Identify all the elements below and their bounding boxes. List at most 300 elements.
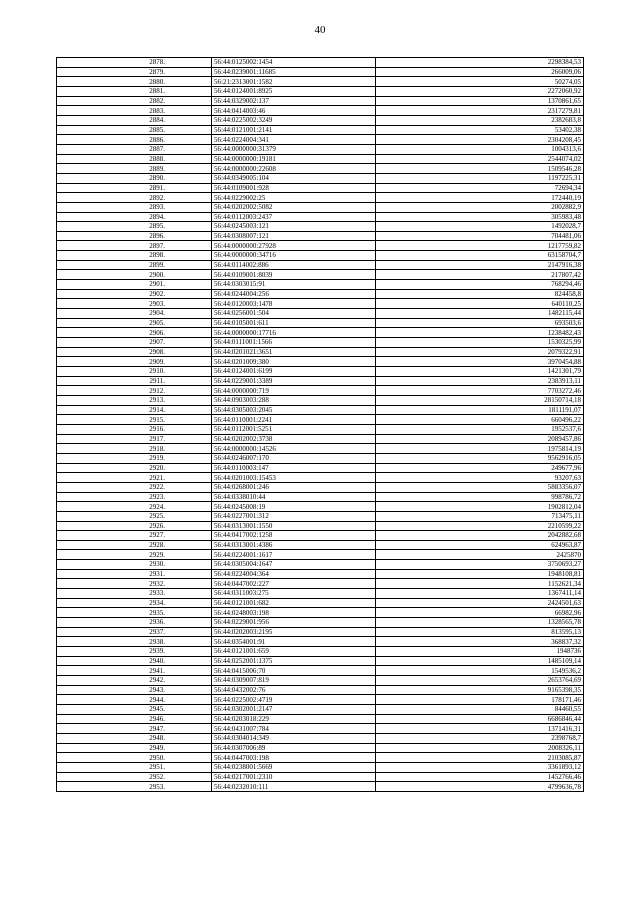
table-row — [57, 502, 584, 512]
table-row — [57, 328, 584, 338]
cadastral-value-cell: 63158704,7 — [376, 251, 584, 261]
cadastral-number-cell: 56:44:0417002:1258 — [212, 531, 376, 541]
cadastral-number-cell: 56:44:0303015:91 — [212, 280, 376, 290]
row-number-cell: 2881. — [57, 86, 212, 96]
row-number-cell: 2952. — [57, 772, 212, 782]
cadastral-number-cell: 56:44:0201003:15453 — [212, 473, 376, 483]
row-number-cell: 2940. — [57, 656, 212, 666]
cadastral-number-cell: 56:44:0000000:34716 — [212, 251, 376, 261]
row-number-cell: 2897. — [57, 241, 212, 251]
table-row — [57, 357, 584, 367]
table-row — [57, 550, 584, 560]
cadastral-number-cell: 56:44:0227001:312 — [212, 511, 376, 521]
table-row — [57, 164, 584, 174]
table-row — [57, 569, 584, 579]
row-number-cell: 2921. — [57, 473, 212, 483]
row-number-cell: 2937. — [57, 627, 212, 637]
row-number-cell: 2927. — [57, 531, 212, 541]
row-number-cell: 2914. — [57, 405, 212, 415]
row-number-cell: 2950. — [57, 753, 212, 763]
row-number-cell: 2938. — [57, 637, 212, 647]
row-number-cell: 2890. — [57, 173, 212, 183]
cadastral-value-cell: 2317279,81 — [376, 106, 584, 116]
cadastral-number-cell: 56:44:0447002:227 — [212, 579, 376, 589]
cadastral-number-cell: 56:44:0252001:1375 — [212, 656, 376, 666]
table-row — [57, 280, 584, 290]
row-number-cell: 2918. — [57, 444, 212, 454]
row-number-cell: 2920. — [57, 463, 212, 473]
row-number-cell: 2889. — [57, 164, 212, 174]
row-number-cell: 2928. — [57, 540, 212, 550]
table-row — [57, 424, 584, 434]
cadastral-value-cell: 2002882,9 — [376, 202, 584, 212]
row-number-cell: 2934. — [57, 598, 212, 608]
table-row — [57, 367, 584, 377]
cadastral-number-cell: 56:44:0201009:380 — [212, 357, 376, 367]
row-number-cell: 2913. — [57, 395, 212, 405]
cadastral-value-cell: 2653764,69 — [376, 676, 584, 686]
row-number-cell: 2951. — [57, 762, 212, 772]
cadastral-value-cell: 4799636,78 — [376, 782, 584, 792]
cadastral-value-cell: 93207,63 — [376, 473, 584, 483]
cadastral-number-cell: 56:44:0313001:1550 — [212, 521, 376, 531]
table-row — [57, 627, 584, 637]
row-number-cell: 2944. — [57, 695, 212, 705]
table-row — [57, 309, 584, 319]
table-row — [57, 231, 584, 241]
row-number-cell: 2919. — [57, 453, 212, 463]
row-number-cell: 2903. — [57, 299, 212, 309]
row-number-cell: 2884. — [57, 115, 212, 125]
table-row — [57, 743, 584, 753]
cadastral-number-cell: 56:44:0225002:3249 — [212, 115, 376, 125]
cadastral-value-cell: 1452766,46 — [376, 772, 584, 782]
cadastral-number-cell: 56:44:0121001:682 — [212, 598, 376, 608]
cadastral-number-cell: 56:44:0000000:17716 — [212, 328, 376, 338]
cadastral-value-cell: 2544074,02 — [376, 154, 584, 164]
cadastral-value-cell: 66982,96 — [376, 608, 584, 618]
cadastral-value-cell: 713475,11 — [376, 511, 584, 521]
cadastral-value-cell: 2383913,11 — [376, 376, 584, 386]
cadastral-value-cell: 28150714,18 — [376, 395, 584, 405]
cadastral-number-cell: 56:44:0239001:11685 — [212, 67, 376, 77]
cadastral-number-cell: 56:44:0217001:2310 — [212, 772, 376, 782]
cadastral-value-cell: 1421301,79 — [376, 367, 584, 377]
row-number-cell: 2905. — [57, 318, 212, 328]
row-number-cell: 2942. — [57, 676, 212, 686]
row-number-cell: 2910. — [57, 367, 212, 377]
table-row — [57, 395, 584, 405]
cadastral-number-cell: 56:44:0268001:246 — [212, 482, 376, 492]
cadastral-number-cell: 56:44:0112001:5251 — [212, 424, 376, 434]
row-number-cell: 2933. — [57, 589, 212, 599]
table-row — [57, 86, 584, 96]
cadastral-value-cell: 1549536,2 — [376, 666, 584, 676]
row-number-cell: 2879. — [57, 67, 212, 77]
table-row — [57, 666, 584, 676]
cadastral-value-cell: 640110,25 — [376, 299, 584, 309]
table-row — [57, 704, 584, 714]
cadastral-value-cell: 53402,38 — [376, 125, 584, 135]
cadastral-value-cell: 84460,55 — [376, 704, 584, 714]
cadastral-number-cell: 56:44:0245008:19 — [212, 502, 376, 512]
cadastral-number-cell: 56:44:0311003:275 — [212, 589, 376, 599]
row-number-cell: 2917. — [57, 434, 212, 444]
cadastral-value-cell: 1948108,81 — [376, 569, 584, 579]
table-row — [57, 511, 584, 521]
table-row — [57, 463, 584, 473]
cadastral-value-cell: 2304208,45 — [376, 135, 584, 145]
cadastral-number-cell: 56:44:0105001:611 — [212, 318, 376, 328]
table-row — [57, 67, 584, 77]
cadastral-value-cell: 2147916,38 — [376, 260, 584, 270]
table-body — [57, 58, 584, 792]
cadastral-number-cell: 56:44:0110001:2241 — [212, 415, 376, 425]
cadastral-number-cell: 56:44:0224004:341 — [212, 135, 376, 145]
row-number-cell: 2924. — [57, 502, 212, 512]
cadastral-number-cell: 56:44:0329002:137 — [212, 96, 376, 106]
cadastral-number-cell: 56:44:0124001:6199 — [212, 367, 376, 377]
row-number-cell: 2915. — [57, 415, 212, 425]
cadastral-number-cell: 56:44:0338010:44 — [212, 492, 376, 502]
cadastral-value-table — [56, 57, 584, 792]
cadastral-number-cell: 56:44:0229001:3389 — [212, 376, 376, 386]
cadastral-number-cell: 56:44:0244004:256 — [212, 289, 376, 299]
table-row — [57, 724, 584, 734]
cadastral-value-cell: 6686846,44 — [376, 714, 584, 724]
row-number-cell: 2900. — [57, 270, 212, 280]
cadastral-value-cell: 9165398,35 — [376, 685, 584, 695]
row-number-cell: 2896. — [57, 231, 212, 241]
cadastral-number-cell: 56:44:0120003:1478 — [212, 299, 376, 309]
cadastral-value-cell: 813595,13 — [376, 627, 584, 637]
table-row — [57, 338, 584, 348]
cadastral-number-cell: 56:44:0203018:229 — [212, 714, 376, 724]
table-row — [57, 77, 584, 87]
cadastral-number-cell: 56:44:0256001:504 — [212, 309, 376, 319]
cadastral-number-cell: 56:44:0349005:104 — [212, 173, 376, 183]
cadastral-number-cell: 56:44:0121001:659 — [212, 647, 376, 657]
row-number-cell: 2943. — [57, 685, 212, 695]
cadastral-value-cell: 1367411,14 — [376, 589, 584, 599]
row-number-cell: 2936. — [57, 618, 212, 628]
cadastral-value-cell: 1485109,14 — [376, 656, 584, 666]
cadastral-number-cell: 56:44:0313001:4386 — [212, 540, 376, 550]
table-row — [57, 618, 584, 628]
cadastral-value-cell: 1217759,82 — [376, 241, 584, 251]
cadastral-value-cell: 2424501,63 — [376, 598, 584, 608]
table-row — [57, 482, 584, 492]
cadastral-value-cell: 1482115,44 — [376, 309, 584, 319]
cadastral-value-cell: 1370861,65 — [376, 96, 584, 106]
table-row — [57, 589, 584, 599]
row-number-cell: 2947. — [57, 724, 212, 734]
cadastral-value-cell: 998786,72 — [376, 492, 584, 502]
cadastral-value-cell: 5883356,07 — [376, 482, 584, 492]
cadastral-value-cell: 1492028,7 — [376, 222, 584, 232]
cadastral-number-cell: 56:44:0229002:25 — [212, 193, 376, 203]
row-number-cell: 2899. — [57, 260, 212, 270]
cadastral-number-cell: 56:44:0232010:111 — [212, 782, 376, 792]
row-number-cell: 2908. — [57, 347, 212, 357]
row-number-cell: 2888. — [57, 154, 212, 164]
row-number-cell: 2929. — [57, 550, 212, 560]
cadastral-number-cell: 56:44:0354001:91 — [212, 637, 376, 647]
table-row — [57, 647, 584, 657]
table-row — [57, 782, 584, 792]
cadastral-value-cell: 824458,8 — [376, 289, 584, 299]
cadastral-value-cell: 1948736 — [376, 647, 584, 657]
cadastral-value-cell: 3970454,88 — [376, 357, 584, 367]
cadastral-value-cell: 2089457,86 — [376, 434, 584, 444]
row-number-cell: 2887. — [57, 144, 212, 154]
cadastral-number-cell: 56:44:0432002:76 — [212, 685, 376, 695]
cadastral-number-cell: 56:44:0229001:956 — [212, 618, 376, 628]
cadastral-value-cell: 172440,19 — [376, 193, 584, 203]
table-row — [57, 183, 584, 193]
row-number-cell: 2898. — [57, 251, 212, 261]
table-row — [57, 347, 584, 357]
table-row — [57, 676, 584, 686]
table-row — [57, 733, 584, 743]
cadastral-value-cell: 9562916,05 — [376, 453, 584, 463]
table-row — [57, 560, 584, 570]
table-row — [57, 714, 584, 724]
cadastral-value-cell: 2298384,53 — [376, 58, 584, 68]
cadastral-number-cell: 56:44:0308007:121 — [212, 231, 376, 241]
row-number-cell: 2912. — [57, 386, 212, 396]
row-number-cell: 2880. — [57, 77, 212, 87]
table-row — [57, 289, 584, 299]
cadastral-number-cell: 56:44:0114002:886 — [212, 260, 376, 270]
table-row — [57, 222, 584, 232]
table-row — [57, 521, 584, 531]
row-number-cell: 2893. — [57, 202, 212, 212]
table-row — [57, 144, 584, 154]
row-number-cell: 2892. — [57, 193, 212, 203]
cadastral-value-cell: 1530325,99 — [376, 338, 584, 348]
cadastral-number-cell: 56:44:0000000:719 — [212, 386, 376, 396]
table-row — [57, 637, 584, 647]
table-row — [57, 598, 584, 608]
row-number-cell: 2949. — [57, 743, 212, 753]
cadastral-number-cell: 56:21:2313001:1582 — [212, 77, 376, 87]
cadastral-value-cell: 305983,48 — [376, 212, 584, 222]
table-row — [57, 434, 584, 444]
cadastral-value-cell: 2079322,91 — [376, 347, 584, 357]
row-number-cell: 2948. — [57, 733, 212, 743]
cadastral-number-cell: 56:44:0246007:170 — [212, 453, 376, 463]
row-number-cell: 2935. — [57, 608, 212, 618]
row-number-cell: 2926. — [57, 521, 212, 531]
cadastral-value-cell: 1371416,31 — [376, 724, 584, 734]
table-row — [57, 695, 584, 705]
cadastral-value-cell: 2382683,8 — [376, 115, 584, 125]
cadastral-value-cell: 7703272,46 — [376, 386, 584, 396]
cadastral-value-cell: 50274,05 — [376, 77, 584, 87]
row-number-cell: 2891. — [57, 183, 212, 193]
table-row — [57, 125, 584, 135]
cadastral-number-cell: 56:44:0302001:2147 — [212, 704, 376, 714]
row-number-cell: 2931. — [57, 569, 212, 579]
table-row — [57, 115, 584, 125]
cadastral-value-cell: 704481,06 — [376, 231, 584, 241]
cadastral-value-cell: 2008326,11 — [376, 743, 584, 753]
table-row — [57, 444, 584, 454]
row-number-cell: 2941. — [57, 666, 212, 676]
row-number-cell: 2895. — [57, 222, 212, 232]
table-row — [57, 376, 584, 386]
row-number-cell: 2906. — [57, 328, 212, 338]
cadastral-value-cell: 693503,6 — [376, 318, 584, 328]
cadastral-value-cell: 768294,46 — [376, 280, 584, 290]
cadastral-value-cell: 2210599,22 — [376, 521, 584, 531]
cadastral-number-cell: 56:44:0903003:288 — [212, 395, 376, 405]
row-number-cell: 2883. — [57, 106, 212, 116]
table-row — [57, 299, 584, 309]
cadastral-value-cell: 1197225,31 — [376, 173, 584, 183]
cadastral-number-cell: 56:44:0109001:8039 — [212, 270, 376, 280]
cadastral-value-cell: 1952537,6 — [376, 424, 584, 434]
table-row — [57, 270, 584, 280]
row-number-cell: 2939. — [57, 647, 212, 657]
row-number-cell: 2925. — [57, 511, 212, 521]
table-row — [57, 405, 584, 415]
cadastral-value-cell: 3361893,12 — [376, 762, 584, 772]
cadastral-number-cell: 56:44:0447003:198 — [212, 753, 376, 763]
table-row — [57, 241, 584, 251]
table-row — [57, 531, 584, 541]
cadastral-value-cell: 2398768,7 — [376, 733, 584, 743]
table-row — [57, 492, 584, 502]
table-row — [57, 251, 584, 261]
row-number-cell: 2911. — [57, 376, 212, 386]
row-number-cell: 2932. — [57, 579, 212, 589]
cadastral-value-cell: 660496,22 — [376, 415, 584, 425]
table-row — [57, 540, 584, 550]
cadastral-number-cell: 56:44:0000000:31379 — [212, 144, 376, 154]
table-row — [57, 608, 584, 618]
cadastral-number-cell: 56:44:0000000:14526 — [212, 444, 376, 454]
cadastral-value-cell: 2272060,92 — [376, 86, 584, 96]
cadastral-number-cell: 56:44:0305004:1647 — [212, 560, 376, 570]
cadastral-value-cell: 1238482,43 — [376, 328, 584, 338]
cadastral-number-cell: 56:44:0121001:2141 — [212, 125, 376, 135]
page-number: 40 — [314, 24, 326, 36]
cadastral-number-cell: 56:44:0202002:3738 — [212, 434, 376, 444]
row-number-cell: 2904. — [57, 309, 212, 319]
cadastral-number-cell: 56:44:0202003:2195 — [212, 627, 376, 637]
cadastral-number-cell: 56:44:0000000:27928 — [212, 241, 376, 251]
table-row — [57, 58, 584, 68]
cadastral-value-cell: 1152621,34 — [376, 579, 584, 589]
cadastral-value-cell: 2103085,87 — [376, 753, 584, 763]
cadastral-value-cell: 72694,34 — [376, 183, 584, 193]
row-number-cell: 2946. — [57, 714, 212, 724]
table-row — [57, 106, 584, 116]
table-row — [57, 772, 584, 782]
cadastral-value-cell: 1975814,19 — [376, 444, 584, 454]
table-row — [57, 656, 584, 666]
table-row — [57, 453, 584, 463]
cadastral-value-cell: 217807,42 — [376, 270, 584, 280]
table-row — [57, 96, 584, 106]
table-row — [57, 473, 584, 483]
row-number-cell: 2953. — [57, 782, 212, 792]
cadastral-value-cell: 2425870 — [376, 550, 584, 560]
cadastral-number-cell: 56:44:0000000:19181 — [212, 154, 376, 164]
row-number-cell: 2894. — [57, 212, 212, 222]
table-row — [57, 154, 584, 164]
row-number-cell: 2901. — [57, 280, 212, 290]
row-number-cell: 2922. — [57, 482, 212, 492]
row-number-cell: 2945. — [57, 704, 212, 714]
table-row — [57, 753, 584, 763]
cadastral-value-cell: 1509546,28 — [376, 164, 584, 174]
row-number-cell: 2878. — [57, 58, 212, 68]
cadastral-value-cell: 2042882,68 — [376, 531, 584, 541]
cadastral-value-cell: 249677,96 — [376, 463, 584, 473]
cadastral-number-cell: 56:44:0431007:784 — [212, 724, 376, 734]
row-number-cell: 2882. — [57, 96, 212, 106]
table-row — [57, 579, 584, 589]
cadastral-value-cell: 1811191,07 — [376, 405, 584, 415]
cadastral-value-cell: 3750693,27 — [376, 560, 584, 570]
cadastral-value-cell: 624963,87 — [376, 540, 584, 550]
cadastral-number-cell: 56:44:0201021:3651 — [212, 347, 376, 357]
cadastral-number-cell: 56:44:0307006:89 — [212, 743, 376, 753]
cadastral-number-cell: 56:44:0304014:349 — [212, 733, 376, 743]
cadastral-number-cell: 56:44:0224001:1617 — [212, 550, 376, 560]
cadastral-number-cell: 56:44:0124001:8925 — [212, 86, 376, 96]
row-number-cell: 2916. — [57, 424, 212, 434]
table-row — [57, 762, 584, 772]
cadastral-value-cell: 1004313,6 — [376, 144, 584, 154]
cadastral-number-cell: 56:44:0248003:198 — [212, 608, 376, 618]
cadastral-value-cell: 178171,46 — [376, 695, 584, 705]
cadastral-value-cell: 266009,06 — [376, 67, 584, 77]
table-row — [57, 135, 584, 145]
row-number-cell: 2886. — [57, 135, 212, 145]
cadastral-number-cell: 56:44:0245003:121 — [212, 222, 376, 232]
cadastral-value-cell: 368837,32 — [376, 637, 584, 647]
cadastral-number-cell: 56:44:0414003:46 — [212, 106, 376, 116]
cadastral-value-cell: 1328565,78 — [376, 618, 584, 628]
table-row — [57, 386, 584, 396]
row-number-cell: 2907. — [57, 338, 212, 348]
cadastral-number-cell: 56:44:0305003:2045 — [212, 405, 376, 415]
cadastral-value-cell: 1902812,04 — [376, 502, 584, 512]
cadastral-number-cell: 56:44:0000000:22608 — [212, 164, 376, 174]
table-row — [57, 173, 584, 183]
cadastral-number-cell: 56:44:0225002:4719 — [212, 695, 376, 705]
row-number-cell: 2902. — [57, 289, 212, 299]
table-row — [57, 318, 584, 328]
cadastral-number-cell: 56:44:0224004:364 — [212, 569, 376, 579]
cadastral-number-cell: 56:44:0415006:70 — [212, 666, 376, 676]
cadastral-number-cell: 56:44:0112003:2437 — [212, 212, 376, 222]
row-number-cell: 2885. — [57, 125, 212, 135]
row-number-cell: 2909. — [57, 357, 212, 367]
table-row — [57, 212, 584, 222]
cadastral-number-cell: 56:44:0125002:1454 — [212, 58, 376, 68]
table-row — [57, 415, 584, 425]
cadastral-number-cell: 56:44:0109001:928 — [212, 183, 376, 193]
row-number-cell: 2923. — [57, 492, 212, 502]
table-row — [57, 260, 584, 270]
table-row — [57, 193, 584, 203]
row-number-cell: 2930. — [57, 560, 212, 570]
